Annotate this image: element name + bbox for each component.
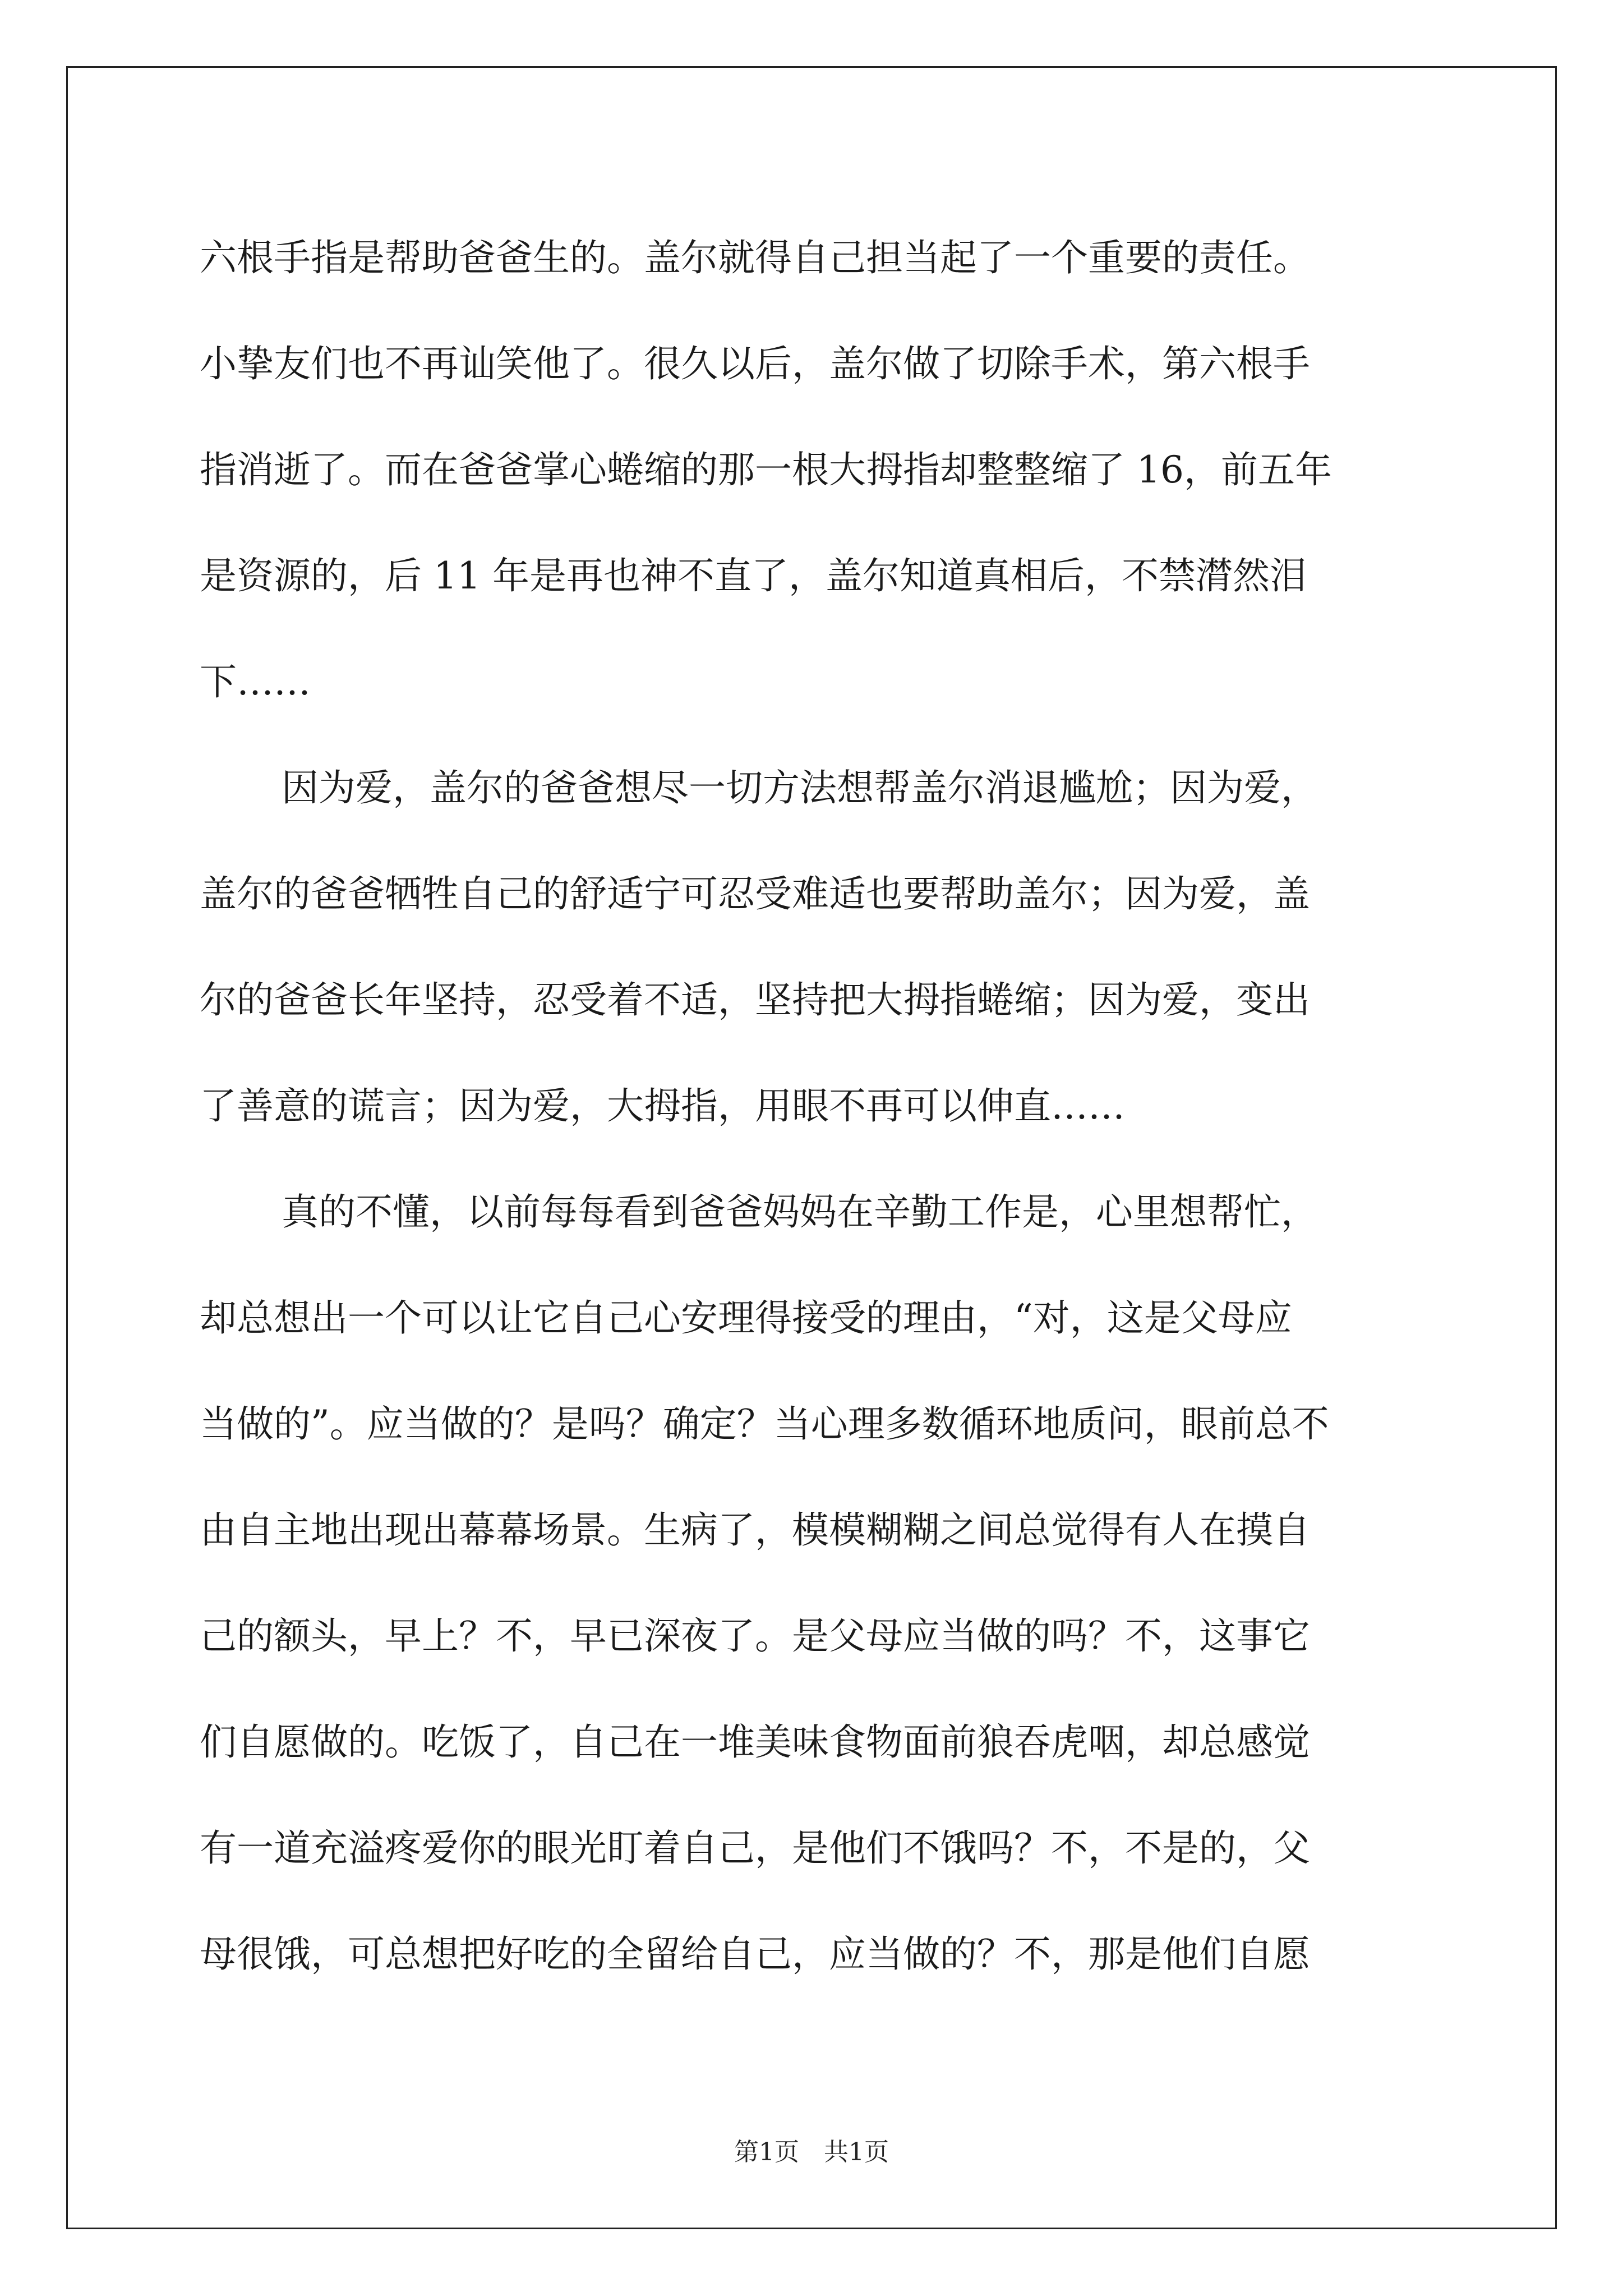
text-line-paragraph-start: 因为爱，盖尔的爸爸想尽一切方法想帮盖尔消退尴尬；因为爱， [282,766,1318,809]
text-line: 了善意的谎言；因为爱，大拇指，用眼不再可以伸直…… [200,1084,1125,1128]
text-line: 小挚友们也不再讪笑他了。很久以后，盖尔做了切除手术，第六根手 [200,342,1310,385]
page-footer: 第1页 共1页 [734,2138,889,2166]
text-line: 盖尔的爸爸牺牲自己的舒适宁可忍受难适也要帮助盖尔；因为爱，盖 [200,872,1310,915]
text-line: 母很饿，可总想把好吃的全留给自己，应当做的？不，那是他们自愿 [200,1932,1310,1976]
text-line: 们自愿做的。吃饭了，自己在一堆美味食物面前狼吞虎咽，却总感觉 [200,1720,1310,1764]
text-line: 尔的爸爸长年坚持，忍受着不适，坚持把大拇指蜷缩；因为爱，变出 [200,978,1310,1022]
text-line: 六根手指是帮助爸爸生的。盖尔就得自己担当起了一个重要的责任。 [200,236,1310,279]
document-body [200,205,1428,2007]
text-line: 是资源的，后 11 年是再也神不直了，盖尔知道真相后，不禁潸然泪 [200,554,1307,597]
text-line: 指消逝了。而在爸爸掌心蜷缩的那一根大拇指却整整缩了 16，前五年 [200,448,1332,491]
text-line: 却总想出一个可以让它自己心安理得接受的理由，“对，这是父母应 [200,1296,1292,1340]
text-line-paragraph-start: 真的不懂，以前每每看到爸爸妈妈在辛勤工作是，心里想帮忙， [282,1190,1318,1234]
text-line: 下…… [200,660,311,703]
text-line: 己的额头，早上？不，早已深夜了。是父母应当做的吗？不，这事它 [200,1614,1310,1658]
text-line: 由自主地出现出幕幕场景。生病了，模模糊糊之间总觉得有人在摸自 [200,1508,1310,1552]
text-line: 有一道充溢疼爱你的眼光盯着自己，是他们不饿吗？不，不是的，父 [200,1826,1310,1870]
text-line: 当做的”。应当做的？是吗？确定？当心理多数循环地质问，眼前总不 [200,1402,1329,1446]
